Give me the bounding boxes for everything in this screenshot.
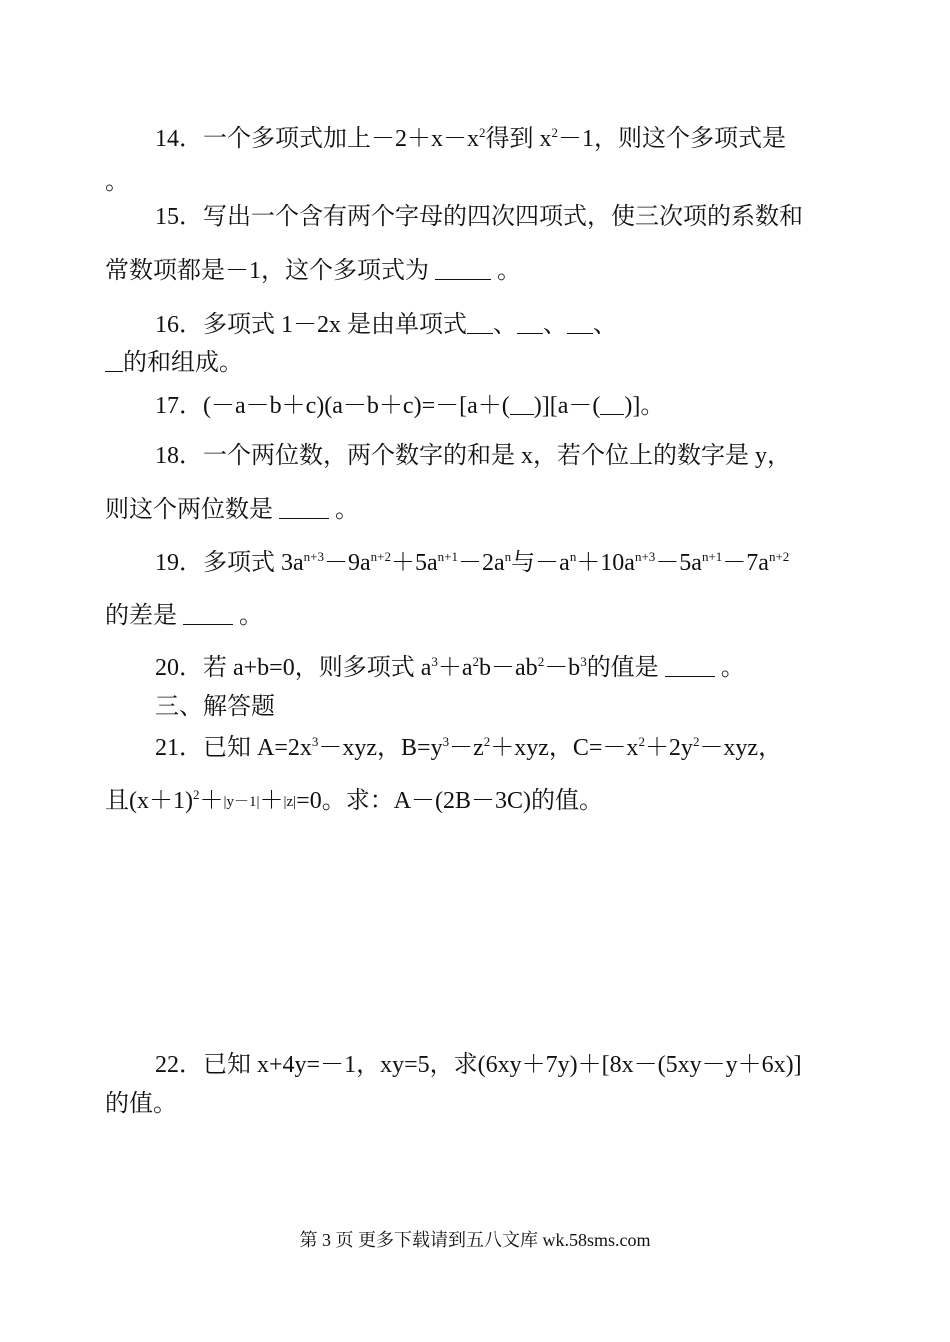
- problem-22-line-1: 22．已知 x+4y=－1，xy=5，求(6xy＋7y)＋[8x－(5xy－y＋6x)]: [155, 1052, 802, 1078]
- answer-blank: [279, 498, 329, 519]
- answer-blank: [510, 394, 534, 415]
- problem-22-line-2: 的值。: [105, 1091, 177, 1117]
- absolute-value-z: |z|: [283, 794, 297, 810]
- problem-18-line-2: 则这个两位数是 。: [105, 497, 359, 523]
- absolute-value-y: |y－1|: [223, 794, 260, 810]
- problem-20: 20．若 a+b=0，则多项式 $a^3+a^2b-ab^2-b^3$的值是 。: [155, 654, 745, 681]
- problem-15-line-1: 15．写出一个含有两个字母的四次四项式，使三次项的系数和: [155, 204, 803, 230]
- problem-21-line-1: 21．已知 $A=2x^3-xyz$，$B=y^3-z^2+xyz$，$C=-x^2+2y^2-xyz$，: [155, 734, 783, 761]
- problem-16-line-1: 16．多项式 1－2x 是由单项式 、 、 、: [155, 312, 617, 338]
- answer-blank: [600, 394, 624, 415]
- section-heading: 三、解答题: [155, 694, 275, 720]
- answer-blank: [435, 259, 491, 280]
- problem-14-line-1: 14．一个多项式加上$-2+x-x^2$得到 $x^2-1$，则这个多项式是: [155, 125, 786, 152]
- answer-blank: [665, 656, 715, 677]
- answer-blank: [567, 313, 593, 334]
- problem-15-line-2: 常数项都是－1，这个多项式为 。: [105, 258, 521, 284]
- problem-19-line-2: 的差是 。: [105, 603, 263, 629]
- problem-19-line-1: 19．多项式 $3a^{n+3}-9a^{n+2}+5a^{n+1}-2a^n$与$-a^n+10a^{n+3}-5a^{n+1}-7a^{n+2}$: [155, 549, 790, 576]
- answer-blank: [517, 313, 543, 334]
- problem-16-line-2: 的和组成。: [105, 348, 243, 378]
- problem-14-line-2: 。: [105, 169, 129, 195]
- answer-blank: [467, 313, 493, 334]
- problem-17: 17．(－a－b＋c)(a－b＋c)=－[a＋( )][a－( )]。: [155, 393, 665, 419]
- page-footer: 第 3 页 更多下载请到五八文库 wk.58sms.com: [299, 1230, 651, 1250]
- answer-blank: [105, 351, 123, 372]
- problem-21-line-2: 且$(x+1)^2+|y-1|+|z|=0$。求：A－(2B－3C)的值。: [105, 787, 604, 814]
- problem-18-line-1: 18．一个两位数，两个数字的和是 x，若个位上的数字是 y，: [155, 443, 791, 469]
- answer-blank: [183, 604, 233, 625]
